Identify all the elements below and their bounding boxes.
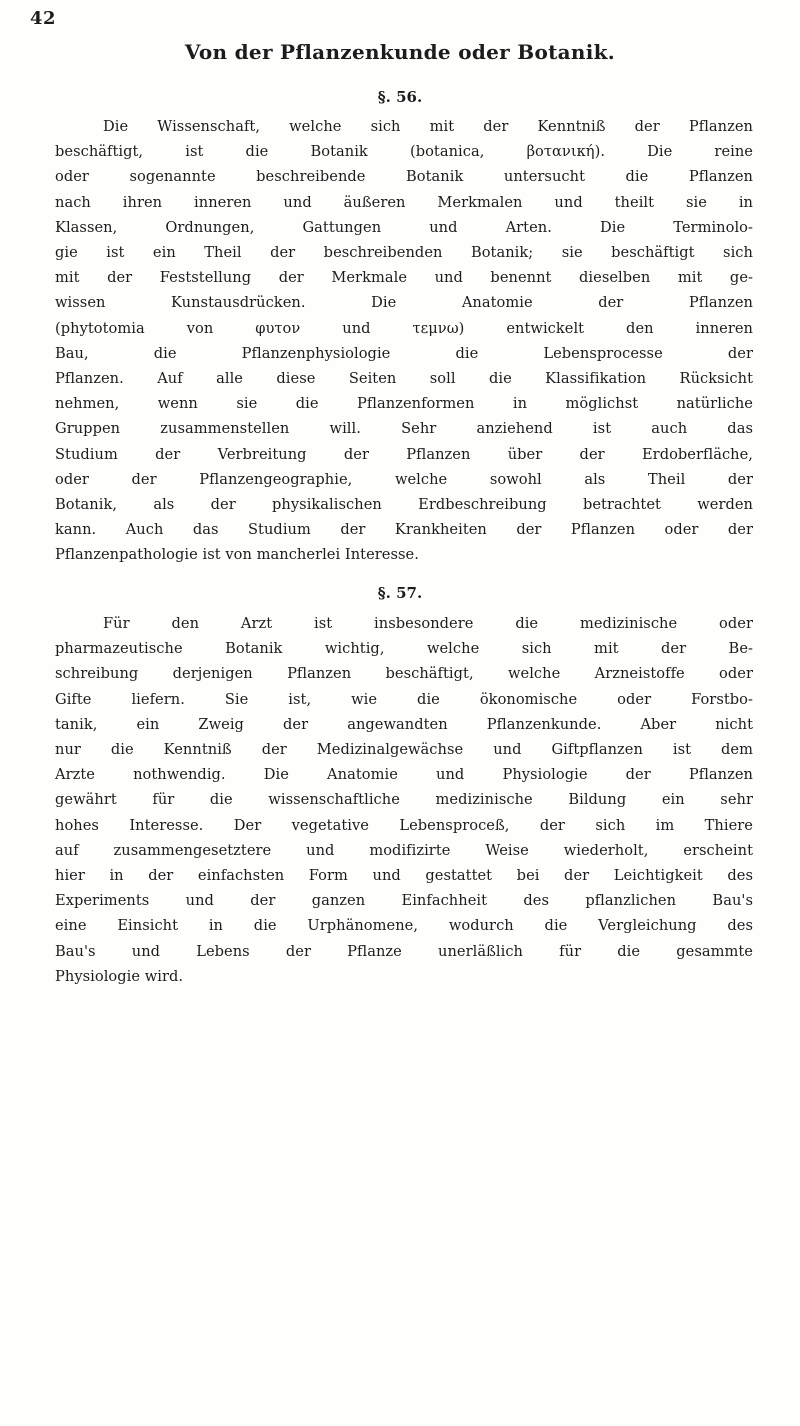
text-line: Botanik, als der physikalischen Erdbeschreibung betrachtet werden xyxy=(55,496,753,514)
text-line: nur die Kenntniß der Medizinalgewächse und Giftpflanzen ist dem xyxy=(55,741,753,759)
text-line: pharmazeutische Botanik wichtig, welche sich mit der Be- xyxy=(55,640,753,658)
text-line: hier in der einfachsten Form und gestattet bei der Leichtigkeit des xyxy=(55,867,753,885)
text-line: Für den Arzt ist insbesondere die medizinische oder xyxy=(103,615,753,632)
text-line: nehmen, wenn sie die Pflanzenformen in möglichst natürliche xyxy=(55,395,753,413)
section-mark: §. 56. xyxy=(377,88,423,106)
text-line: Die Wissenschaft, welche sich mit der Kenntniß der Pflanzen xyxy=(103,118,753,135)
text-line: Bau's und Lebens der Pflanze unerläßlich für die gesammte xyxy=(55,942,753,960)
text-line: Bau, die Pflanzenphysiologie die Lebensprocesse der xyxy=(55,344,753,362)
text-line: eine Einsicht in die Urphänomene, wodurch die Vergleichung des xyxy=(55,917,753,935)
text-line: gewährt für die wissenschaftliche medizinische Bildung ein sehr xyxy=(55,791,753,809)
text-line: wissen Kunstausdrücken. Die Anatomie der Pflanzen xyxy=(55,294,753,312)
text-line: Gruppen zusammenstellen will. Sehr anziehend ist auch das xyxy=(55,420,753,438)
text-line: tanik, ein Zweig der angewandten Pflanzenkunde. Aber nicht xyxy=(55,715,753,733)
text-line: mit der Feststellung der Merkmale und benennt dieselben mit ge- xyxy=(55,269,753,287)
running-head: Von der Pflanzenkunde oder Botanik. xyxy=(184,40,616,64)
text-line: Experiments und der ganzen Einfachheit des pflanzlichen Bau's xyxy=(55,892,753,910)
text-line: oder der Pflanzengeographie, welche sowohl als Theil der xyxy=(55,470,753,488)
page-number: 42 xyxy=(30,8,57,29)
text-line: beschäftigt, ist die Botanik (botanica, βοτανική). Die reine xyxy=(55,143,753,161)
paragraph xyxy=(55,611,753,989)
text-line: nach ihren inneren und äußeren Merkmalen und theilt sie in xyxy=(55,193,753,211)
text-line: kann. Auch das Studium der Krankheiten der Pflanzen oder der xyxy=(55,521,753,539)
text-line: auf zusammengesetztere und modifizirte Weise wiederholt, erscheint xyxy=(55,841,753,859)
text-line: Studium der Verbreitung der Pflanzen über der Erdoberfläche, xyxy=(55,445,753,463)
text-line: Physiologie wird. xyxy=(55,967,184,985)
text-line: oder sogenannte beschreibende Botanik untersucht die Pflanzen xyxy=(55,168,753,186)
text-line: Pflanzen. Auf alle diese Seiten soll die Klassifikation Rücksicht xyxy=(55,370,753,388)
section-mark: §. 57. xyxy=(377,584,423,602)
text-line: gie ist ein Theil der beschreibenden Botanik; sie beschäftigt sich xyxy=(55,244,753,262)
text-line: Klassen, Ordnungen, Gattungen und Arten. Die Terminolo- xyxy=(55,218,753,236)
text-line: Gifte liefern. Sie ist, wie die ökonomische oder Forstbo- xyxy=(55,690,753,708)
text-line: schreibung derjenigen Pflanzen beschäftigt, welche Arzneistoffe oder xyxy=(55,665,753,683)
text-line: hohes Interesse. Der vegetative Lebensproceß, der sich im Thiere xyxy=(55,816,753,834)
text-line: Arzte nothwendig. Die Anatomie und Physiologie der Pflanzen xyxy=(55,766,753,784)
text-line: (phytotomia von φυτον und τεμνω) entwickelt den inneren xyxy=(55,319,753,337)
text-line: Pflanzenpathologie ist von mancherlei Interesse. xyxy=(55,546,419,564)
paragraph xyxy=(55,114,753,568)
